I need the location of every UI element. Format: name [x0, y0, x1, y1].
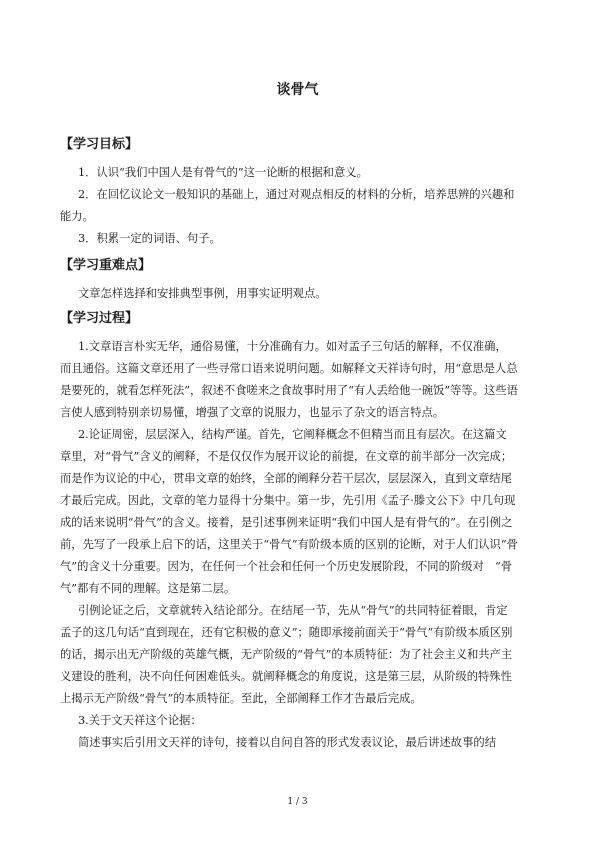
process-line-3: 是要死的，就看怎样死法”，叙述不食嗟来之食故事时用了“有人丢给他一碗饭”等等。这些语: [60, 384, 518, 397]
process-line-14: 孟子的这几句话“直到现在，还有它积极的意义”；随即承接前面关于“骨气”有阶级本质区别: [60, 626, 513, 639]
objective-line-1: 1．认识“我们中国人是有骨气的”这一论断的根据和意义。: [78, 166, 368, 179]
heading-key-points: 【学习重难点】: [60, 258, 152, 273]
key-point-line-1: 文章怎样选择和安排典型事例，用事实证明观点。: [78, 287, 327, 300]
process-line-5: 2.论证周密，层层深入，结构严谨。首先，它阐释概念不但精当而且有层次。在这篇文: [78, 428, 507, 441]
process-line-12: 气”都有不同的理解。这是第二层。: [60, 582, 236, 595]
objective-line-3: 能力。: [60, 210, 94, 223]
page-number: 1 / 3: [287, 797, 308, 807]
process-line-13: 引例论证之后，文章就转入结论部分。在结尾一节，先从“骨气”的共同特征着眼，肯定: [78, 604, 508, 617]
process-line-7: 而是作为议论的中心，贯串文章的始终，全部的阐释分若干层次，层层深入，直到文章结尾: [60, 472, 512, 485]
process-line-16: 义建设的胜利，决不向任何困难低头。就阐释概念的角度说，这是第三层，从阶级的特殊性: [60, 670, 512, 683]
process-line-18: 3.关于文天祥这个论据：: [78, 714, 202, 727]
document-title: 谈骨气: [276, 82, 319, 98]
heading-objectives: 【学习目标】: [60, 137, 139, 152]
process-line-8: 才最后完成。因此，文章的笔力显得十分集中。第一步，先引用《孟子·滕文公下》中几句现: [60, 494, 516, 507]
process-line-4: 言使人感到特别亲切易懂，增强了文章的说服力，也显示了杂文的语言特点。: [60, 406, 445, 419]
process-line-1: 1.文章语言朴实无华，通俗易懂，十分准确有力。如对孟子三句话的解释，不仅准确，: [78, 340, 507, 353]
process-line-9: 成的话来说明“骨气”的含义。接着，是引述事例来证明“我们中国人是有骨气的”。在引例之: [60, 516, 513, 529]
process-line-15: 的话，揭示出无产阶级的英雄气概，无产阶级的“骨气”的本质特征：为了社会主义和共产主: [60, 648, 513, 661]
process-line-2: 而且通俗。这篇文章还用了一些寻常口语来说明问题。如解释文天祥诗句时，用“意思是人总: [60, 362, 518, 375]
heading-process: 【学习过程】: [60, 311, 139, 326]
process-line-17: 上揭示无产阶级“骨气”的本质特征。至此，全部阐释工作才告最后完成。: [60, 692, 422, 705]
process-line-10: 前，先写了一段承上启下的话，这里关于“骨气”有阶级本质的区别的论断，对于人们认识“骨: [60, 538, 518, 551]
process-line-19: 简述事实后引用文天祥的诗句，接着以自问自答的形式发表议论，最后讲述故事的结: [78, 736, 496, 749]
objective-line-4: 3．积累一定的词语、句子。: [78, 232, 221, 245]
process-line-6: 章里，对“骨气”含义的阐释，不是仅仅作为展开议论的前提，在文章的前半部分一次完成；: [60, 450, 513, 463]
objective-line-2: 2．在回忆议论文一般知识的基础上，通过对观点相反的材料的分析，培养思辨的兴趣和: [78, 188, 515, 201]
process-line-11: 气”的含义十分重要。因为，在任何一个社会和任何一个历史发展阶段，不同的阶级对 “骨: [60, 560, 513, 573]
